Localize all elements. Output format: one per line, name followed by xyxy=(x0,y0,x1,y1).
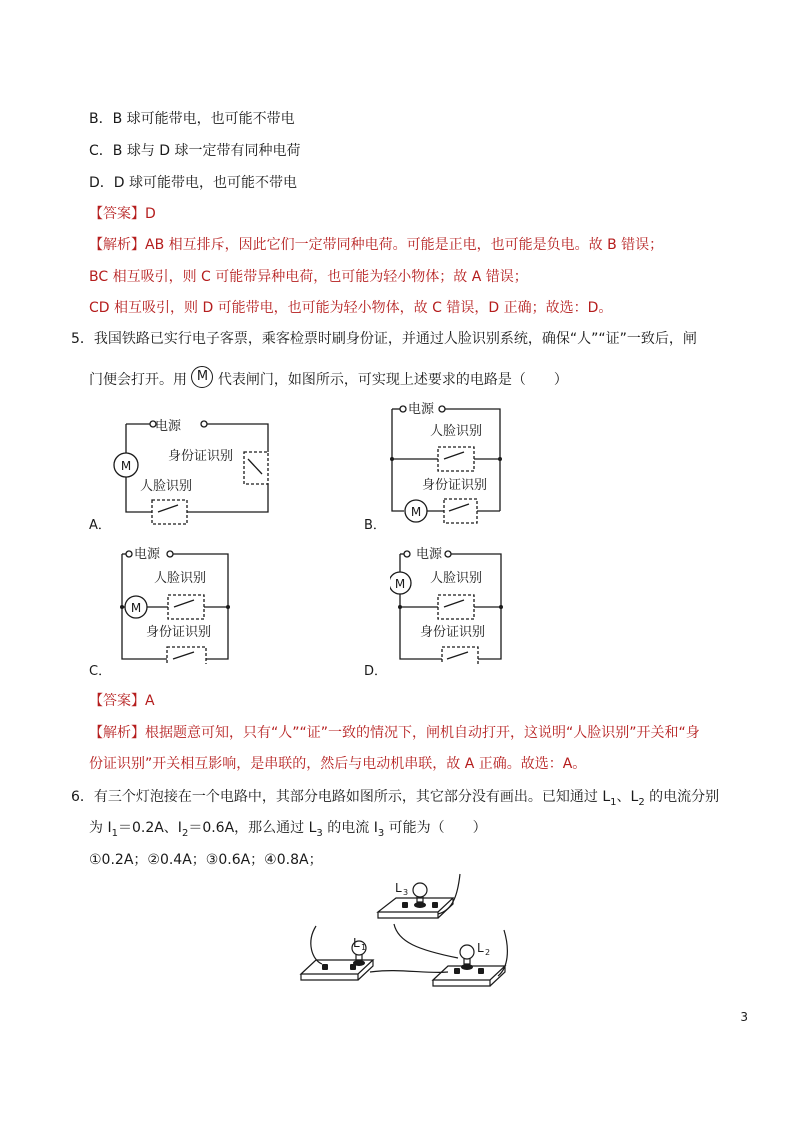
subscript: 1 xyxy=(610,796,617,808)
q4-analysis-3: CD 相互吸引，则 D 可能带电，也可能为轻小物体，故 C 错误，D 正确；故选：D。 xyxy=(89,300,613,316)
id-label: 身份证识别 xyxy=(420,625,486,640)
power-label: 电源 xyxy=(416,547,443,562)
q4-analysis-2: BC 相互吸引，则 C 可能带异种电荷，也可能为轻小物体；故 A 错误； xyxy=(89,269,528,285)
motor-symbol: M xyxy=(120,459,132,473)
stem-text: 可能为（ ） xyxy=(384,820,487,836)
option-b: B．B 球可能带电，也可能不带电 xyxy=(89,111,295,127)
analysis-text: AB 相互排斥，因此它们一定带同种电荷。可能是正电，也可能是负电。故 B 错误； xyxy=(145,237,664,253)
face-label: 人脸识别 xyxy=(430,424,483,439)
bulb-subscript: 3 xyxy=(403,888,409,897)
q5-answer xyxy=(89,690,155,710)
q5-stem-2 xyxy=(89,366,568,389)
bulb-label-l2: L xyxy=(477,941,484,955)
circuit-diagram-d xyxy=(390,544,515,664)
q6-stem-1 xyxy=(71,786,719,808)
id-label: 身份证识别 xyxy=(422,478,488,493)
stem-text-a: 门便会打开。用 xyxy=(89,372,187,388)
answer-tag: 【答案】 xyxy=(89,693,145,709)
analysis-tag: 【解析】 xyxy=(89,237,145,253)
bulb-subscript: 1 xyxy=(361,943,367,952)
subscript: 3 xyxy=(377,827,385,839)
stem-text: 的电流分别 xyxy=(644,789,720,805)
id-label: 身份证识别 xyxy=(168,449,234,464)
q6-stem-2 xyxy=(89,817,487,839)
bulb-label-l3: L xyxy=(395,881,402,895)
q6-choices: ①0.2A；②0.4A；③0.6A；④0.8A； xyxy=(89,852,323,868)
stem-text-b: 代表闸门，如图所示，可实现上述要求的电路是（ ） xyxy=(217,372,568,388)
motor-symbol: M xyxy=(130,601,142,615)
option-b-label: B． xyxy=(364,518,386,533)
subscript: 2 xyxy=(181,827,189,839)
circuit-diagram-c xyxy=(112,544,242,664)
option-a-label: A． xyxy=(89,518,111,533)
stem-text: 6．有三个灯泡接在一个电路中，其部分电路如图所示，其它部分没有画出。已知通过 L xyxy=(71,789,611,805)
face-label: 人脸识别 xyxy=(430,571,483,586)
analysis-tag: 【解析】 xyxy=(89,725,145,741)
motor-symbol: M xyxy=(394,577,406,591)
power-label: 电源 xyxy=(134,547,161,562)
bulb-circuit-figure xyxy=(298,872,523,990)
stem-text: 的电流 I xyxy=(322,820,378,836)
option-d: D．D 球可能带电，也可能不带电 xyxy=(89,175,298,191)
stem-text: ＝0.2A、I xyxy=(117,820,182,836)
circuit-diagram-b xyxy=(382,399,512,529)
subscript: 2 xyxy=(638,796,645,808)
answer-value: D xyxy=(145,206,156,222)
subscript: 1 xyxy=(111,827,118,839)
q5-analysis-2: 份证识别”开关相互影响，是串联的，然后与电动机串联，故 A 正确。故选：A。 xyxy=(89,756,587,772)
analysis-text: 根据题意可知，只有“人”“证”一致的情况下，闸机自动打开，这说明“人脸识别”开关和“身 xyxy=(145,725,700,741)
q4-answer xyxy=(89,203,156,223)
power-label: 电源 xyxy=(155,419,182,434)
option-c-label: C． xyxy=(89,664,112,679)
q4-analysis-1 xyxy=(89,234,663,254)
subscript: 3 xyxy=(316,827,323,839)
option-c: C．B 球与 D 球一定带有同种电荷 xyxy=(89,143,301,159)
page-number: 3 xyxy=(740,1010,748,1024)
answer-value: A xyxy=(145,693,155,709)
bulb-subscript: 2 xyxy=(485,948,491,957)
motor-icon: M xyxy=(191,366,213,388)
q5-stem-1: 5．我国铁路已实行电子客票，乘客检票时刷身份证，并通过人脸识别系统，确保“人”“证”一致后，闸 xyxy=(71,331,697,347)
stem-text: ＝0.6A，那么通过 L xyxy=(188,820,317,836)
option-d-label: D． xyxy=(364,664,388,679)
power-label: 电源 xyxy=(408,402,435,417)
answer-tag: 【答案】 xyxy=(89,206,145,222)
bulb-label-l1: L xyxy=(353,936,360,950)
stem-text: 为 I xyxy=(89,820,112,836)
id-label: 身份证识别 xyxy=(146,625,212,640)
stem-text: 、L xyxy=(616,789,639,805)
face-label: 人脸识别 xyxy=(154,571,207,586)
q5-analysis-1 xyxy=(89,722,700,742)
motor-symbol: M xyxy=(410,505,422,519)
circuit-diagram-a xyxy=(112,412,282,527)
face-label: 人脸识别 xyxy=(140,479,193,494)
